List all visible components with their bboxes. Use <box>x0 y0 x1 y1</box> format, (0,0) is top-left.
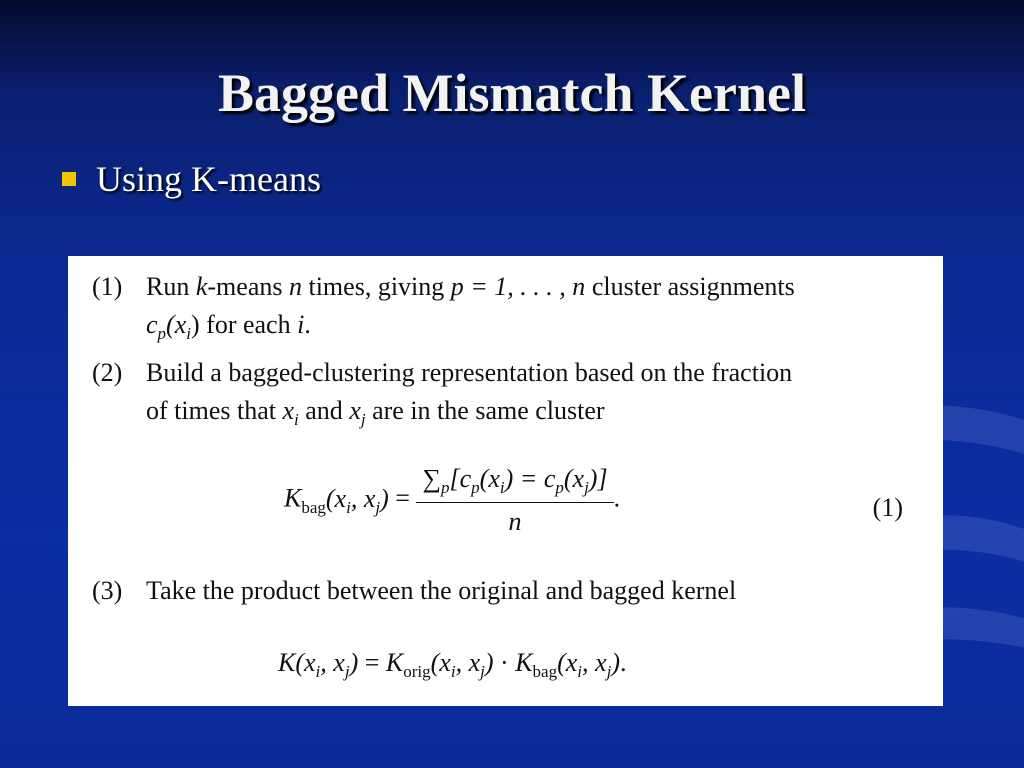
step-number: (3) <box>92 576 123 605</box>
step-body <box>146 572 912 610</box>
math-args: ($x_i$, $x_j$) <box>325 483 389 517</box>
math-c: c <box>146 310 158 339</box>
step-text: for each <box>199 310 298 339</box>
step-body <box>146 268 912 353</box>
algorithm-image-panel <box>68 256 943 706</box>
step-text: Take the product between the original and bagged kernel <box>146 576 737 605</box>
math-equals: = <box>395 483 417 513</box>
step-body <box>146 354 912 439</box>
math-sub: bag <box>301 497 326 517</box>
step-text: Build a bagged-clustering representation based on the fraction <box>146 358 793 387</box>
math-expression: $K_{bag}(x_i$, $x_j$) <box>515 648 620 682</box>
equation-number: (1) <box>872 493 903 522</box>
math-paren: ) <box>190 310 200 339</box>
step-text: . <box>304 310 311 339</box>
math-sub: i <box>294 410 299 430</box>
math-x: x <box>349 396 361 425</box>
step-number: (2) <box>92 358 123 387</box>
bullet-square-icon <box>62 172 76 186</box>
math-sub: p <box>441 478 450 498</box>
math-expression: $K(x_i$, $x_j$) <box>278 648 359 682</box>
math-x: (x <box>166 310 187 339</box>
math-i: i <box>297 310 305 339</box>
math-x: x <box>282 396 295 425</box>
math-p-range: p = 1, . . . , n <box>450 272 586 301</box>
math-n: n <box>288 272 302 301</box>
step-text: -means <box>207 272 289 301</box>
sum-symbol: ∑ <box>422 464 441 493</box>
math-sub: j <box>360 410 366 430</box>
bullet-text: Using K-means <box>96 159 321 199</box>
step-text: and <box>298 396 350 425</box>
step-3 <box>92 572 912 610</box>
fraction-denominator: n <box>508 507 522 537</box>
math-sub: p <box>157 324 167 344</box>
step-text: times, giving <box>301 272 451 301</box>
step-text: of times that <box>146 396 283 425</box>
step-text: cluster assignments <box>585 272 795 301</box>
math-expression: $K_{orig}(x_i$, $x_j$) <box>385 648 494 682</box>
slide-title: Bagged Mismatch Kernel <box>218 63 806 123</box>
fraction <box>416 464 613 537</box>
math-k: k <box>195 272 208 301</box>
bullet-item <box>62 158 321 200</box>
equation-product: $K(x_i$, $x_j) = K_{orig}(x_i$, $x_j) \cdot K_{bag}(x_i$, $x_j$). <box>278 648 627 682</box>
step-text: Run <box>146 272 196 301</box>
step-1 <box>92 268 912 353</box>
step-text: are in the same cluster <box>365 396 605 425</box>
math-expression: $[c_p(x_i) = c_p(x_j)]$ <box>449 464 608 498</box>
math-K: K <box>284 483 302 513</box>
fraction-numerator <box>416 464 613 503</box>
equation-kbag: $K_{bag}(x_i$, $x_j$) = $\frac{\sum_p[c_p(x_i) = c_p(x_j)]}{n}$ . <box>284 464 621 537</box>
step-number: (1) <box>92 272 123 301</box>
math-sub: i <box>186 324 191 344</box>
step-2 <box>92 354 912 439</box>
